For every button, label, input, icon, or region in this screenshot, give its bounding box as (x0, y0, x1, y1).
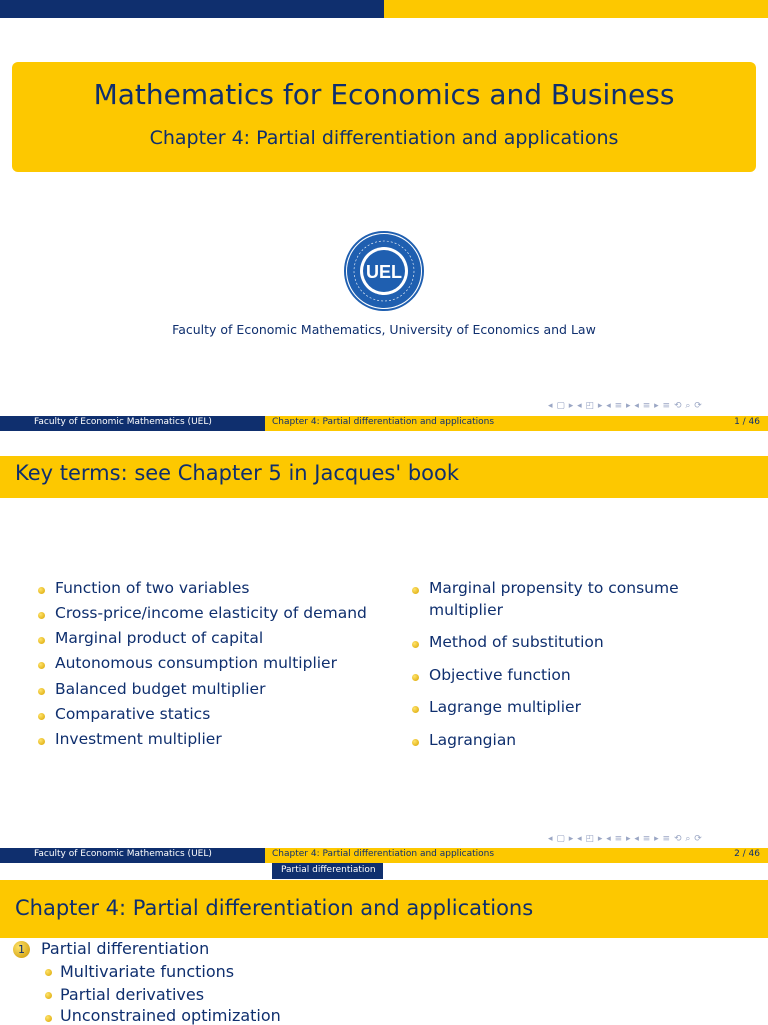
list-item: Investment multiplier (55, 730, 222, 748)
top-bar-navy (0, 0, 384, 18)
footer-title: Chapter 4: Partial differentiation and applications (272, 849, 495, 859)
list-item: Method of substitution (429, 633, 604, 651)
list-item: Marginal propensity to consume (429, 579, 679, 597)
list-item: Autonomous consumption multiplier (55, 654, 337, 672)
list-item-continuation: multiplier (429, 601, 503, 619)
bullet-icon (45, 969, 52, 976)
slide-footer (0, 416, 768, 431)
bullet-icon (38, 637, 45, 644)
section-number-ball: 1 (13, 941, 30, 958)
institute-name: Faculty of Economic Mathematics, University of Economics and Law (172, 322, 596, 337)
bullet-icon (38, 688, 45, 695)
bullet-icon (412, 587, 419, 594)
presentation-title: Mathematics for Economics and Business (93, 78, 675, 111)
bullet-icon (38, 662, 45, 669)
toc-subsection[interactable]: Unconstrained optimization (60, 1006, 281, 1025)
list-item: Objective function (429, 666, 571, 684)
toc-section[interactable]: Partial differentiation (41, 939, 210, 958)
frame-title: Key terms: see Chapter 5 in Jacques' book (15, 461, 460, 485)
footer-author: Faculty of Economic Mathematics (UEL) (34, 849, 212, 859)
list-item: Lagrangian (429, 731, 517, 749)
footer-page-number: 1 / 46 (734, 417, 760, 427)
bullet-icon (412, 674, 419, 681)
bullet-icon (38, 738, 45, 745)
bullet-icon (412, 641, 419, 648)
bullet-icon (38, 713, 45, 720)
beamer-navigation-icons[interactable]: ◂ ▢ ▸ ◂ ◰ ▸ ◂ ≡ ▸ ◂ ≡ ▸ ≡ ⟲ ⌕ ⟳ (548, 834, 703, 844)
footer-author: Faculty of Economic Mathematics (UEL) (34, 417, 212, 427)
bullet-icon (45, 1015, 52, 1022)
top-bar-gold (384, 0, 768, 18)
toc-subsection[interactable]: Partial derivatives (60, 985, 205, 1004)
list-item: Comparative statics (55, 705, 211, 723)
footer-page-number: 2 / 46 (734, 849, 760, 859)
beamer-navigation-icons[interactable]: ◂ ▢ ▸ ◂ ◰ ▸ ◂ ≡ ▸ ◂ ≡ ▸ ≡ ⟲ ⌕ ⟳ (548, 401, 703, 411)
slide-footer (0, 848, 768, 863)
footer-title: Chapter 4: Partial differentiation and applications (272, 417, 495, 427)
bullet-icon (412, 739, 419, 746)
list-item: Lagrange multiplier (429, 698, 581, 716)
bullet-icon (45, 992, 52, 999)
bullet-icon (412, 706, 419, 713)
logo-text: UEL (366, 262, 402, 282)
list-item: Cross-price/income elasticity of demand (55, 604, 367, 622)
frame-title: Chapter 4: Partial differentiation and applications (15, 896, 534, 920)
section-label[interactable]: Partial differentiation (281, 865, 376, 875)
list-item: Function of two variables (55, 579, 250, 597)
list-item: Balanced budget multiplier (55, 680, 266, 698)
toc-subsection[interactable]: Multivariate functions (60, 962, 235, 981)
bullet-icon (38, 587, 45, 594)
uel-logo (344, 231, 424, 311)
bullet-icon (38, 612, 45, 619)
presentation-subtitle: Chapter 4: Partial differentiation and applications (149, 127, 619, 149)
list-item: Marginal product of capital (55, 629, 264, 647)
